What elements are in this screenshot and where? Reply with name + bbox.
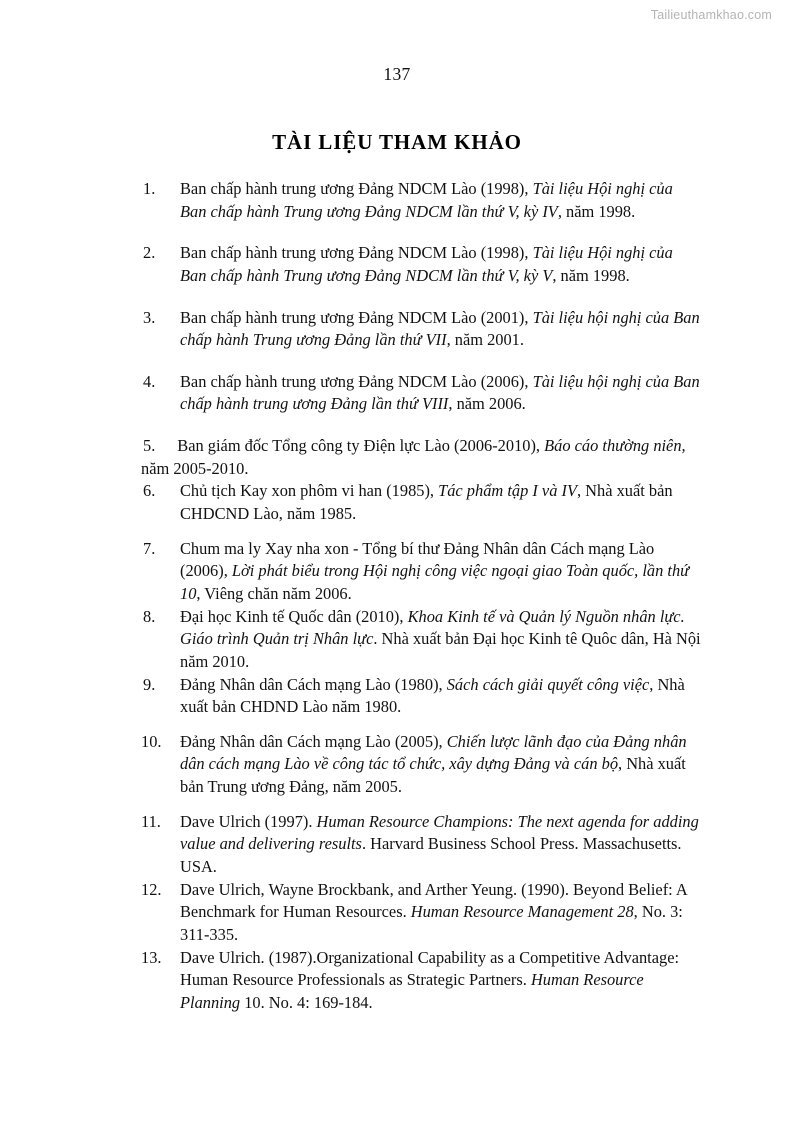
reference-entry bbox=[141, 538, 703, 606]
reference-text-run: 10. No. 4: 169-184. bbox=[240, 992, 373, 1012]
reference-entry bbox=[141, 674, 703, 719]
reference-text-run: Đảng Nhân dân Cách mạng Lào (1980), bbox=[180, 674, 447, 694]
reference-text-run: Ban chấp hành trung ương Đảng NDCM Lào (1998), bbox=[180, 243, 533, 263]
reference-text bbox=[180, 947, 703, 1015]
reference-text-run: , năm 1998. bbox=[557, 201, 636, 221]
reference-title-italic: Tài liệu Hội nghị của Ban chấp hành Trung ương Đảng NDCM lần thứ V, kỳ V bbox=[180, 243, 673, 285]
reference-text-run: . Harvard Business School Press. Massachusetts. USA. bbox=[180, 834, 682, 877]
reference-text-run: Đại học Kinh tế Quốc dân (2010), bbox=[180, 606, 408, 626]
reference-text-run: , Nhà xuất bản CHDND Lào năm 1980. bbox=[180, 674, 685, 717]
entry-spacer bbox=[141, 416, 703, 435]
entry-spacer bbox=[141, 288, 703, 307]
reference-number: 11. bbox=[141, 811, 161, 831]
reference-text bbox=[180, 731, 703, 799]
reference-entry bbox=[141, 178, 703, 223]
reference-text-run: . Nhà xuất bản Đại học Kinh tê Quôc dân, Hà Nội năm 2010. bbox=[180, 629, 701, 671]
site-watermark: Tailieuthamkhao.com bbox=[650, 8, 772, 22]
reference-text-run: , năm 2001. bbox=[446, 330, 524, 350]
reference-text-run: , No. 3: 311-335. bbox=[180, 902, 683, 944]
entry-spacer bbox=[141, 719, 703, 731]
reference-number: 2. bbox=[143, 243, 156, 263]
reference-number: 4. bbox=[143, 371, 156, 391]
reference-text bbox=[180, 371, 703, 416]
reference-text bbox=[180, 242, 703, 287]
reference-list bbox=[141, 178, 703, 1015]
reference-number: 3. bbox=[143, 307, 156, 327]
reference-number: 8. bbox=[143, 606, 156, 626]
reference-entry bbox=[141, 606, 703, 674]
reference-text bbox=[141, 436, 686, 478]
reference-text-run: Chủ tịch Kay xon phôm vi han (1985), bbox=[180, 481, 439, 501]
reference-number: 1. bbox=[143, 179, 156, 198]
reference-title-italic: Tác phẩm tập I và IV bbox=[438, 481, 577, 501]
reference-text-run: , Viêng chăn năm 2006. bbox=[196, 583, 352, 603]
reference-text-run: , năm 2006. bbox=[448, 394, 526, 414]
reference-text bbox=[180, 811, 703, 879]
reference-text-run: Dave Ulrich. (1987).Organizational Capability as a Competitive Advantage: Human Resource Professionals as Strategic Partners. bbox=[180, 947, 680, 990]
reference-entry bbox=[141, 242, 703, 287]
reference-title-italic: Tài liệu hội nghị của Ban chấp hành Trung ương Đảng lần thứ VII bbox=[180, 307, 700, 350]
reference-title-italic: Tài liệu Hội nghị của Ban chấp hành Trung ương Đảng NDCM lần thứ V, kỳ IV bbox=[180, 179, 673, 221]
reference-entry bbox=[141, 879, 703, 947]
reference-title-italic: Lời phát biểu trong Hội nghị công việc ngoại giao Toàn quốc, lần thứ 10 bbox=[180, 561, 690, 603]
reference-text bbox=[180, 480, 703, 525]
reference-title-italic: Human Resource Planning bbox=[180, 970, 644, 1012]
reference-entry bbox=[141, 480, 703, 525]
reference-text bbox=[180, 674, 703, 719]
reference-title-italic: Báo cáo thường niên, bbox=[544, 436, 686, 456]
entry-spacer bbox=[141, 799, 703, 811]
reference-number: 9. bbox=[143, 674, 156, 694]
reference-entry bbox=[141, 947, 703, 1015]
reference-title-italic: Sách cách giải quyết công việc bbox=[446, 674, 650, 694]
reference-number: 6. bbox=[143, 481, 156, 501]
reference-text-run: , Nhà xuất bản CHDCND Lào, năm 1985. bbox=[180, 481, 673, 524]
reference-text bbox=[180, 178, 703, 223]
reference-text-run: Ban giám đốc Tổng công ty Điện lực Lào (2006-2010), bbox=[177, 436, 545, 456]
reference-text-run: Dave Ulrich, Wayne Brockbank, and Arther Yeung. (1990). Beyond Belief: A Benchmark for Human Resources. bbox=[180, 879, 687, 922]
reference-title-italic: Khoa Kinh tế và Quản lý Nguồn nhân lực. Giáo trình Quản trị Nhân lực bbox=[180, 606, 685, 649]
reference-number: 12. bbox=[141, 879, 162, 899]
reference-text-run: năm 2005-2010. bbox=[141, 458, 249, 478]
reference-text-run: , Nhà xuất bản Trung ương Đảng, năm 2005. bbox=[180, 754, 686, 797]
reference-entry bbox=[141, 371, 703, 416]
reference-entry bbox=[141, 435, 703, 480]
reference-number: 5. bbox=[143, 436, 156, 456]
reference-text-run: Dave Ulrich (1997). bbox=[180, 811, 317, 831]
reference-text bbox=[180, 606, 703, 674]
reference-number: 13. bbox=[141, 947, 162, 967]
reference-entry bbox=[141, 811, 703, 879]
reference-entry bbox=[141, 307, 703, 352]
entry-spacer bbox=[141, 526, 703, 538]
reference-title-italic: Tài liệu hội nghị của Ban chấp hành trung ương Đảng lần thứ VIII bbox=[180, 371, 700, 414]
reference-text-run: Chum ma ly Xay nha xon - Tổng bí thư Đảng Nhân dân Cách mạng Lào (2006), bbox=[180, 538, 655, 581]
entry-spacer bbox=[141, 352, 703, 371]
reference-text-run: , năm 1998. bbox=[552, 265, 630, 285]
page-title: TÀI LIỆU THAM KHẢO bbox=[272, 130, 522, 154]
reference-number: 7. bbox=[143, 538, 156, 558]
reference-entry bbox=[141, 731, 703, 799]
page-number: 137 bbox=[383, 64, 411, 84]
reference-title-italic: Chiến lược lãnh đạo của Đảng nhân dân cách mạng Lào về công tác tổ chức, xây dựng Đảng và cán bộ bbox=[180, 731, 687, 774]
reference-text bbox=[180, 307, 703, 352]
reference-text-run: Ban chấp hành trung ương Đảng NDCM Lào (2001), bbox=[180, 307, 533, 327]
reference-text-run: Ban chấp hành trung ương Đảng NDCM Lào (1998), bbox=[180, 179, 533, 198]
entry-spacer bbox=[141, 223, 703, 242]
reference-title-italic: Human Resource Management 28 bbox=[410, 902, 634, 922]
reference-text-run: Đảng Nhân dân Cách mạng Lào (2005), bbox=[180, 731, 447, 751]
reference-text-run: Ban chấp hành trung ương Đảng NDCM Lào (2006), bbox=[180, 371, 533, 391]
reference-text bbox=[180, 538, 703, 606]
reference-title-italic: Human Resource Champions: The next agenda for adding value and delivering results bbox=[180, 811, 699, 854]
reference-number: 10. bbox=[141, 731, 162, 751]
reference-text bbox=[180, 879, 703, 947]
